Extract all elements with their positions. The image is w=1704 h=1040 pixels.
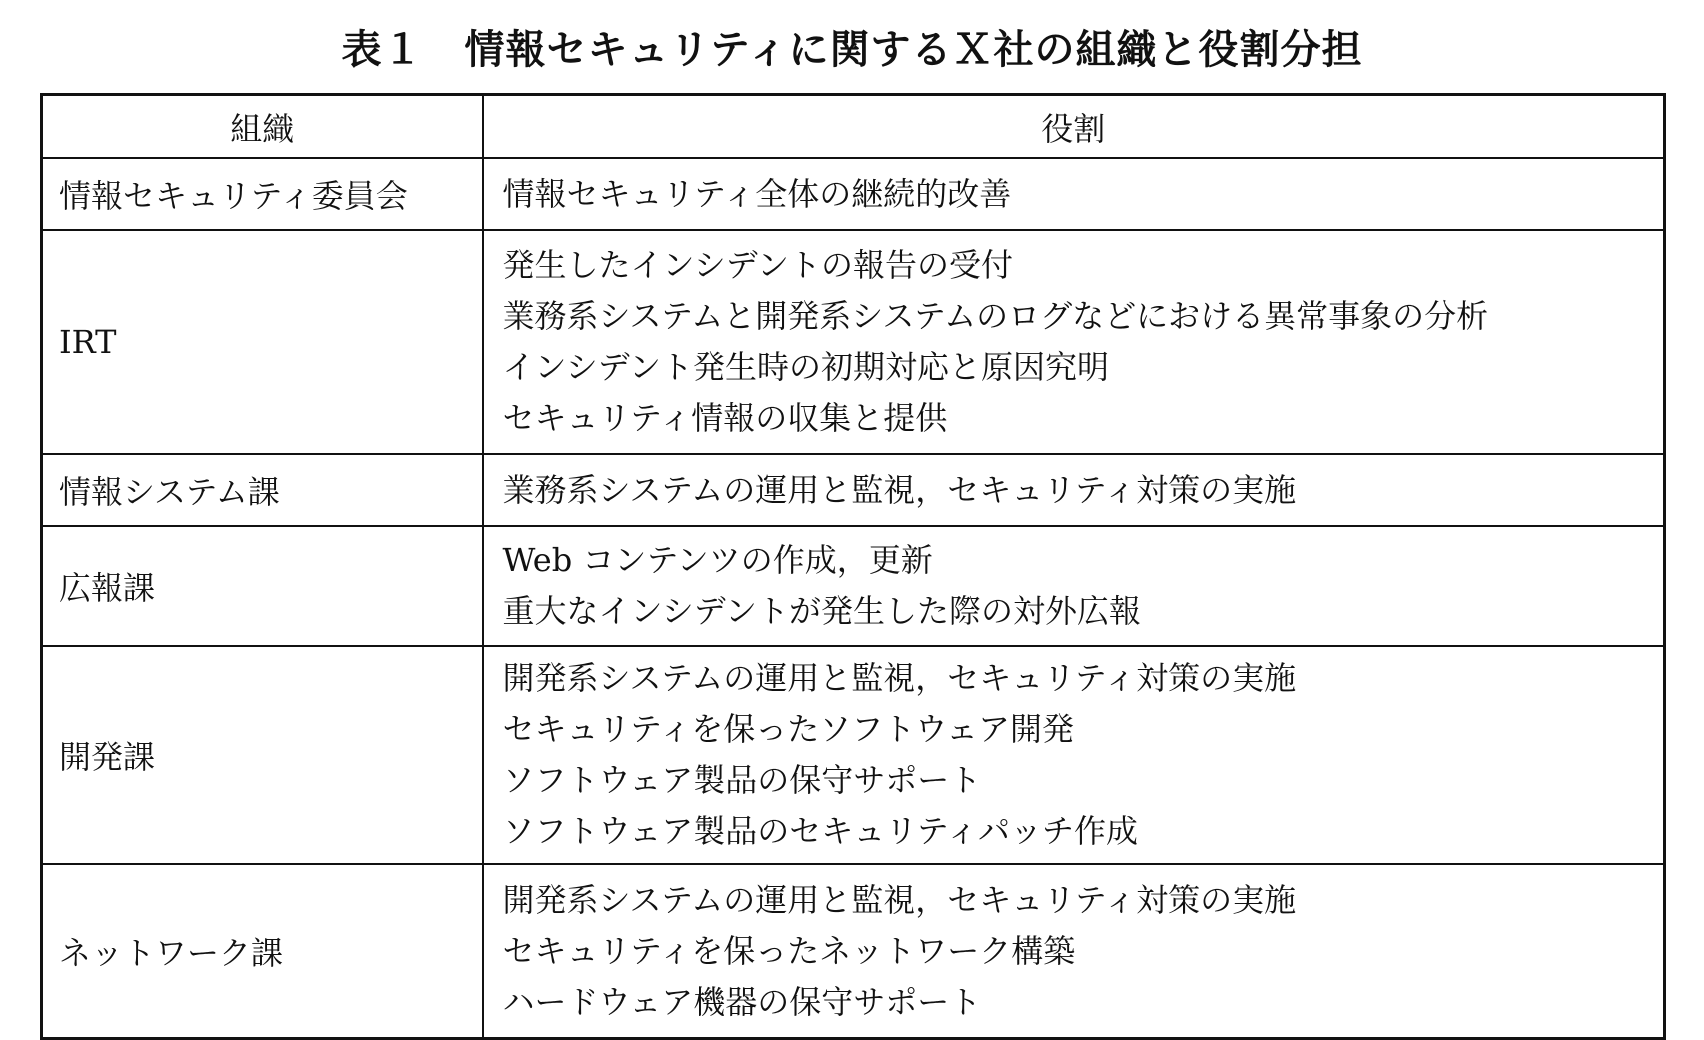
table-row-development [42,646,1665,864]
org-cell: 広報課 [42,526,483,646]
organization-roles-table [40,93,1666,1040]
role-cell [483,158,1665,230]
role-line: 発生したインシデントの報告の受付 [502,246,1014,284]
header-organization: 組織 [42,95,483,159]
table-row-security-committee [42,158,1665,230]
roles-table-container [40,93,1663,1040]
org-cell: 情報システム課 [42,454,483,526]
role-cell [483,454,1665,526]
org-cell: 情報セキュリティ委員会 [42,158,483,230]
table-row-irt [42,230,1665,454]
role-cell [483,646,1665,864]
table-title: 表１ 情報セキュリティに関するＸ社の組織と役割分担 [341,27,1363,73]
table-row-info-systems [42,454,1665,526]
table-row-pr [42,526,1665,646]
role-cell [483,526,1665,646]
role-line: セキュリティを保ったソフトウェア開発 [502,710,1075,748]
role-line: 開発系システムの運用と監視，セキュリティ対策の実施 [502,659,1297,697]
table-header-row [42,95,1665,159]
role-cell [483,230,1665,454]
role-line: 開発系システムの運用と監視，セキュリティ対策の実施 [502,880,1297,919]
role-line: ハードウェア機器の保守サポート [502,982,982,1021]
table-row-network [42,864,1665,1039]
role-line: インシデント発生時の初期対応と原因究明 [502,348,1110,386]
role-line: 情報セキュリティ全体の継続的改善 [502,174,1012,213]
header-role: 役割 [483,95,1665,159]
role-line: 業務系システムの運用と監視，セキュリティ対策の実施 [502,470,1297,509]
role-line: 重大なインシデントが発生した際の対外広報 [502,592,1142,630]
role-line: セキュリティ情報の収集と提供 [502,399,948,437]
org-cell: 開発課 [42,646,483,864]
org-cell: ネットワーク課 [42,864,483,1039]
org-cell: IRT [42,230,483,454]
role-cell [483,864,1665,1039]
role-line: ソフトウェア製品の保守サポート [502,761,982,799]
role-line: 業務系システムと開発系システムのログなどにおける異常事象の分析 [502,297,1489,335]
role-line: ソフトウェア製品のセキュリティパッチ作成 [502,812,1139,850]
role-line: セキュリティを保ったネットワーク構築 [502,931,1076,970]
role-line: Web コンテンツの作成，更新 [502,541,933,579]
